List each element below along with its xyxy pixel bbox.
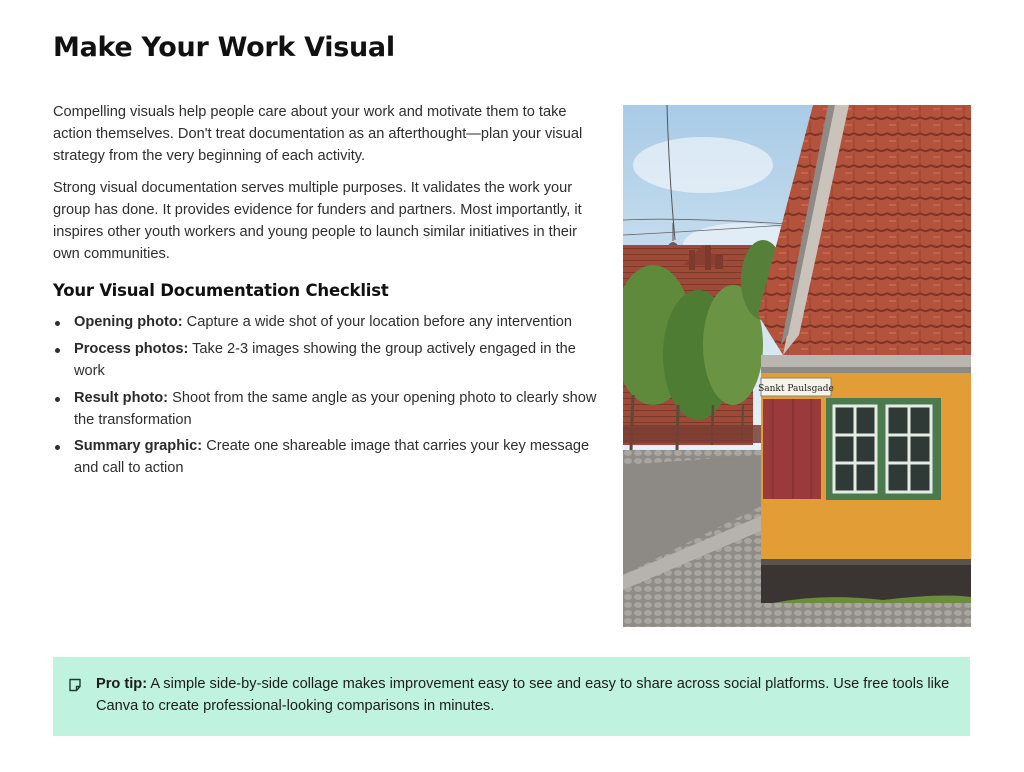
list-item xyxy=(53,436,598,480)
list-item-term: Summary graphic: xyxy=(74,438,203,455)
checklist-heading: Your Visual Documentation Checklist xyxy=(53,280,389,300)
list-item-text: Capture a wide shot of your location before any intervention xyxy=(182,314,573,331)
intro-paragraph-2: Strong visual documentation serves multiple purposes. It validates the work your group has done. It provides evidence for funders and partners. Most importantly, it inspires other youth workers and young people to launch similar initiatives in their own communities. xyxy=(53,180,582,262)
list-item xyxy=(53,388,598,432)
list-item xyxy=(53,312,598,334)
street-photo xyxy=(623,105,971,627)
page-title: Make Your Work Visual xyxy=(53,32,395,63)
note-icon xyxy=(68,678,82,692)
pro-tip-callout xyxy=(53,657,970,736)
pro-tip-text xyxy=(96,674,956,718)
intro-paragraph-1: Compelling visuals help people care about your work and motivate them to take action themselves. Don't treat documentation as an afterthought—plan your visual strategy from the very beginning of each activity. xyxy=(53,104,583,164)
main-text-column xyxy=(53,102,598,485)
list-item-text: Shoot from the same angle as your opening photo to clearly show the transformation xyxy=(74,389,597,428)
list-item-text: Take 2-3 images showing the group actively engaged in the work xyxy=(74,341,576,379)
list-item xyxy=(53,339,598,383)
checklist xyxy=(53,312,598,480)
street-sign-text: Sankt Paulsgade xyxy=(758,384,834,394)
list-item-text: Create one shareable image that carries your key message and call to action xyxy=(74,438,590,477)
street-scene-illustration xyxy=(623,105,971,627)
pro-tip-body: A simple side-by-side collage makes improvement easy to see and easy to share across social platforms. Use free tools like Canva to create professional-looking comparisons in minutes. xyxy=(96,676,950,714)
list-item-term: Process photos: xyxy=(74,341,189,358)
pro-tip-label: Pro tip: xyxy=(96,676,148,692)
list-item-term: Result photo: xyxy=(74,389,169,406)
list-item-term: Opening photo: xyxy=(74,314,183,331)
